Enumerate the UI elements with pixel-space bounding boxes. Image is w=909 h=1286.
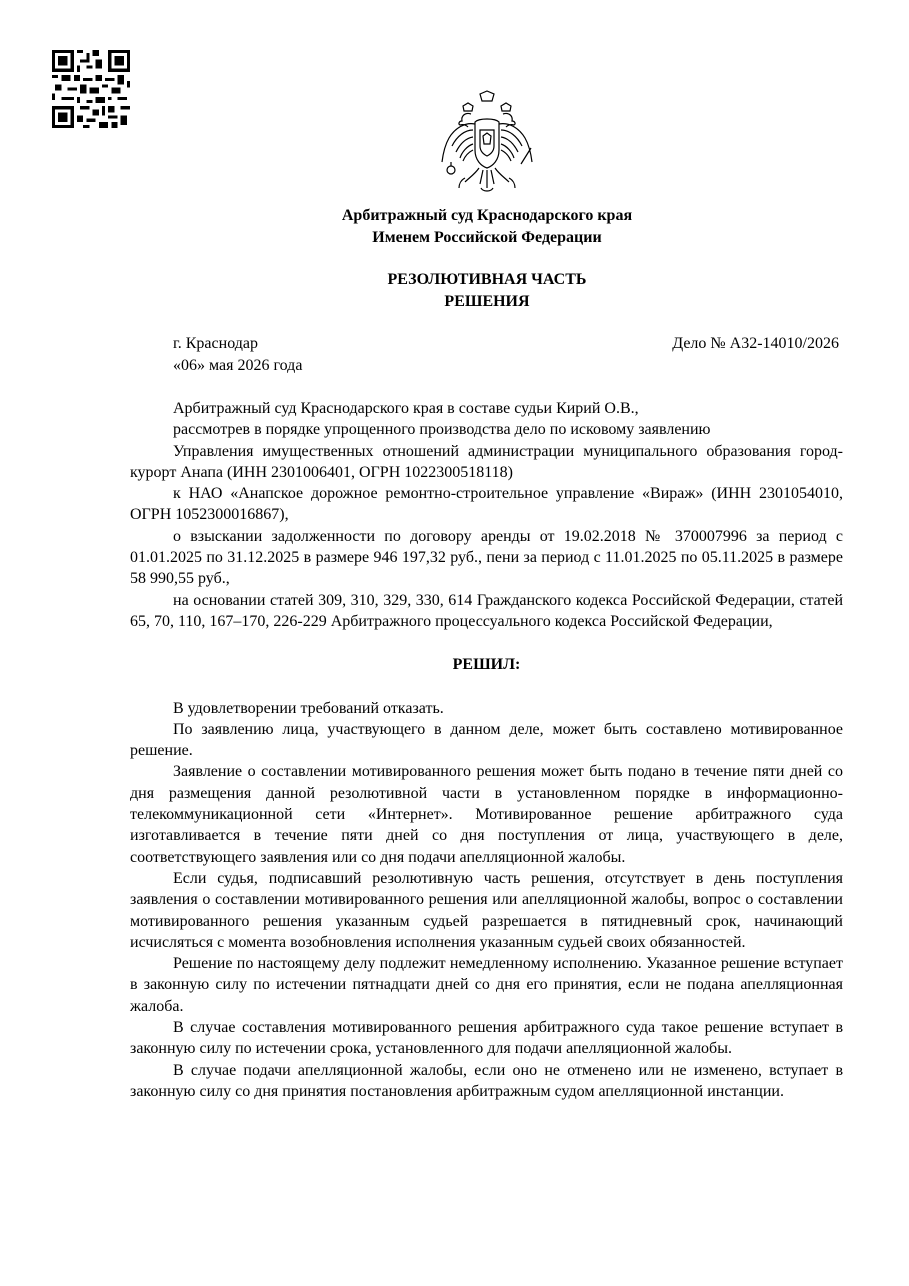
decision-paragraph: Решение по настоящему делу подлежит немедленному исполнению. Указанное решение вступает в законную силу по истечении пятнадцати дней со дня его принятия, если не подана апелляционная жалоба. (130, 955, 843, 1015)
document-body (130, 398, 843, 1102)
decision-paragraph: В случае подачи апелляционной жалобы, если оно не отменено или не изменено, вступает в законную силу со дня принятия постановления арбитражным судом апелляционной инстанции. (130, 1061, 843, 1100)
coat-of-arms-icon (437, 90, 537, 198)
place-and-date (173, 333, 302, 377)
decision-paragraph: В удовлетворении требований отказать. (173, 699, 444, 717)
intro-paragraph: о взыскании задолженности по договору аренды от 19.02.2018 № 370007996 за период с 01.01.2025 по 31.12.2025 в размере 946 197,32 руб., пени за период с 11.01.2025 по 05.11.2025 в размере 58 990,55 руб., (130, 527, 843, 588)
in-name-of: Именем Российской Федерации (372, 229, 602, 246)
decision-paragraph: По заявлению лица, участвующего в данном деле, может быть составлено мотивированное решение. (130, 720, 843, 760)
decision-paragraph: Если судья, подписавший резолютивную часть решения, отсутствует в день поступления заявления о составлении мотивированного решения или апелляционной жалобы, вопрос о составлении мотивированного решения указанным судьей разрешается в пятидневный срок, начинающий исчисляться с момента возобновления исполнения указанным судьей своих обязанностей. (130, 869, 843, 951)
court-header (0, 205, 909, 249)
intro-paragraph: к НАО «Анапское дорожное ремонтно-строительное управление «Вираж» (ИНН 2301054010, ОГРН 1052300016867), (130, 485, 843, 524)
intro-paragraph: Управления имущественных отношений администрации муниципального образования город-курорт Анапа (ИНН 2301006401, ОГРН 1022300518118) (130, 442, 843, 481)
decision-paragraph: Заявление о составлении мотивированного решения может быть подано в течение пяти дней со дня размещения данной резолютивной части в установленном порядке в информационно-телекоммуникационной сети «Интернет». Мотивированное решение арбитражного суда изготавливается в течение пяти дней со дня поступления от лица, участвующего в деле, соответствующего заявления или со дня подачи апелляционной жалобы. (130, 763, 843, 866)
court-name: Арбитражный суд Краснодарского края (341, 207, 633, 224)
city: г. Краснодар (173, 335, 258, 352)
decided-heading: РЕШИЛ: (452, 656, 521, 674)
intro-paragraph: на основании статей 309, 310, 329, 330, 614 Гражданского кодекса Российской Федерации, статей 65, 70, 110, 167–170, 226-229 Арбитражного процессуального кодекса Российской Федерации, (130, 591, 843, 630)
intro-paragraph: Арбитражный суд Краснодарского края в составе судьи Кирий О.В., (173, 400, 639, 417)
date: «06» мая 2026 года (173, 357, 303, 374)
decision-paragraph: В случае составления мотивированного решения арбитражного суда такое решение вступает в законную силу по истечении срока, установленного для подачи апелляционной жалобы. (130, 1019, 843, 1058)
case-number: Дело № А32-14010/2026 (672, 335, 839, 352)
doc-type-line-1: РЕЗОЛЮТИВНАЯ ЧАСТЬ (387, 271, 587, 288)
qr-code-icon (52, 50, 130, 128)
doc-type-line-2: РЕШЕНИЯ (444, 293, 530, 310)
document-title (0, 269, 909, 313)
intro-paragraph: рассмотрев в порядке упрощенного производства дело по исковому заявлению (173, 421, 711, 439)
